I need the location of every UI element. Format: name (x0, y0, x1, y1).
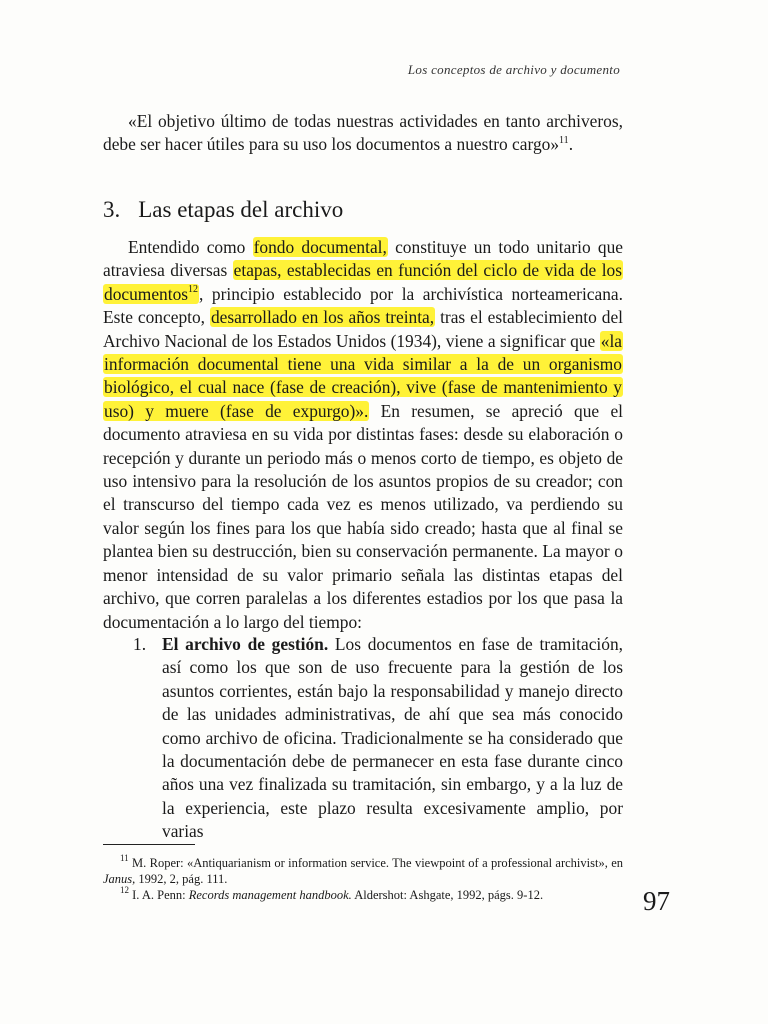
page-number: 97 (643, 886, 670, 916)
footnotes (103, 852, 623, 903)
highlight-fondo-documental: fondo documental, (253, 237, 387, 257)
highlight-anos-treinta: desarrollado en los años treinta, (210, 307, 435, 328)
stages-list (103, 633, 623, 844)
quote-text: «El objetivo último de todas nuestras actividades en tanto archiveros, debe ser hacer útiles para su uso los documentos a nuestro cargo» (103, 111, 623, 155)
footnote-text: M. Roper: «Antiquarianism or information service. The viewpoint of a professional archivist», en (128, 856, 623, 870)
footnote-italic: Janus, (103, 872, 136, 886)
paragraph-segment: constituye un todo unitario que atraviesa diversas (103, 237, 623, 281)
list-item (103, 633, 623, 844)
list-item-term: El archivo de gestión. (162, 634, 329, 654)
footnote-12 (103, 884, 623, 903)
footnote-divider (103, 844, 195, 845)
paragraph-segment: , principio establecido por la archivística norteamericana. Este concepto, (103, 283, 623, 328)
main-paragraph (103, 236, 623, 634)
section-title: Las etapas del archivo (138, 197, 344, 222)
list-item-text: Los documentos en fase de tramitación, así como los que son de uso frecuente para la gestión de los asuntos corrientes, están bajo la responsabilidad y manejo directo de las unidades administrativas, de ahí que sea más conocido como archivo de oficina. Tradicionalmente se ha considerado que la documentación debe de permanecer en esta fase durante cinco años una vez finalizada su tramitación, sin embargo, y a la luz de la experiencia, este plazo resulta excesivamente amplio, por varias (162, 634, 623, 842)
footnote-ref-11: 11 (559, 134, 569, 146)
quote-paragraph (103, 110, 623, 157)
highlight-etapas-text: etapas, establecidas en función del ciclo de vida de los documentos (104, 260, 622, 304)
footnote-11 (103, 852, 623, 887)
footnote-text: Aldershot: Ashgate, 1992, págs. 9-12. (351, 888, 544, 902)
footnote-ref-12: 12 (188, 284, 199, 296)
running-header: Los conceptos de archivo y documento (407, 62, 620, 77)
list-item-number: 1. (133, 634, 147, 654)
paragraph-segment: En resumen, se apreció que el documento atraviesa en su vida por distintas fases: desde su elaboración o recepción y durante un periodo más o menos corto de tiempo, es objeto de uso intensivo para la resolución de los asuntos propios de su creador; con el transcurso del tiempo cada vez es menos utilizado, va perdiendo su valor según los fines para los que había sido creado; hasta que al final se plantea bien su destrucción, bien su conservación permanente. La mayor o menor intensidad de su valor primario señala las distintas etapas del archivo, que corren paralelas a los diferentes estadios por los que pasa la documentación a lo largo del tiempo: (103, 400, 624, 632)
list-item-body (162, 633, 623, 844)
footnote-text: 1992, 2, pág. 111. (135, 872, 228, 886)
quote-end: . (568, 134, 574, 155)
section-heading (103, 197, 343, 223)
footnote-mark: 11 (120, 852, 129, 863)
footnote-italic: Records management handbook. (188, 888, 352, 902)
footnote-text: I. A. Penn: (129, 888, 189, 902)
paragraph-segment: Entendido como (128, 237, 253, 257)
footnote-mark: 12 (120, 884, 129, 895)
paragraph-segment: tras el establecimiento del Archivo Nacional de los Estados Unidos (1934), viene a significar que (103, 307, 623, 351)
highlight-informacion-documental: «la información documental tiene una vida similar a la de un organismo biológico, el cual nace (fase de creación), vive (fase de mantenimiento y uso) y muere (fase de expurgo)». (104, 330, 622, 421)
section-number: 3. (103, 197, 121, 222)
